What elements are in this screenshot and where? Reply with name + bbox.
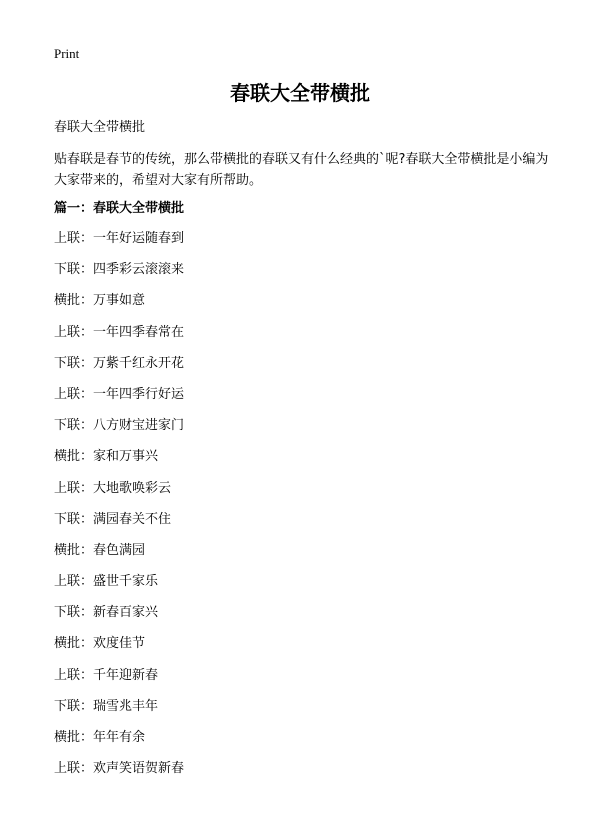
couplet-list (54, 230, 184, 791)
couplet-line: 上联：一年好运随春到 (54, 231, 185, 246)
page-title: 春联大全带横批 (230, 81, 370, 105)
couplet-line: 下联：万紫千红永开花 (54, 355, 185, 371)
couplet-line: 上联：盛世千家乐 (54, 574, 159, 590)
couplet-line: 横批：家和万事兴 (54, 449, 159, 465)
couplet-line: 上联：千年迎新春 (54, 667, 159, 683)
intro-paragraph: 贴春联是春节的传统，那么带横批的春联又有什么经典的`呢?春联大全带横批是小编为大家带来的，希望对大家有所帮助。 (54, 152, 549, 188)
couplet-line: 下联：四季彩云滚滚来 (54, 262, 185, 278)
couplet-line: 下联：新春百家兴 (54, 605, 159, 621)
couplet-line: 下联：瑞雪兆丰年 (54, 698, 159, 714)
couplet-line: 横批：年年有余 (54, 730, 146, 745)
couplet-line: 横批：欢度佳节 (54, 636, 146, 652)
section-heading: 篇一：春联大全带横批 (54, 201, 185, 216)
couplet-line: 上联：欢声笑语贺新春 (54, 761, 185, 777)
couplet-line: 上联：大地歌唤彩云 (54, 480, 172, 496)
print-link[interactable]: Print (54, 46, 80, 61)
couplet-line: 横批：春色满园 (54, 542, 146, 558)
couplet-line: 下联：八方财宝进家门 (54, 418, 185, 434)
document-subtitle: 春联大全带横批 (54, 120, 146, 135)
couplet-line: 上联：一年四季春常在 (54, 324, 185, 340)
couplet-line: 下联：满园春关不住 (54, 511, 172, 527)
couplet-line: 上联：一年四季行好运 (54, 386, 185, 402)
couplet-line: 横批：万事如意 (54, 293, 146, 309)
